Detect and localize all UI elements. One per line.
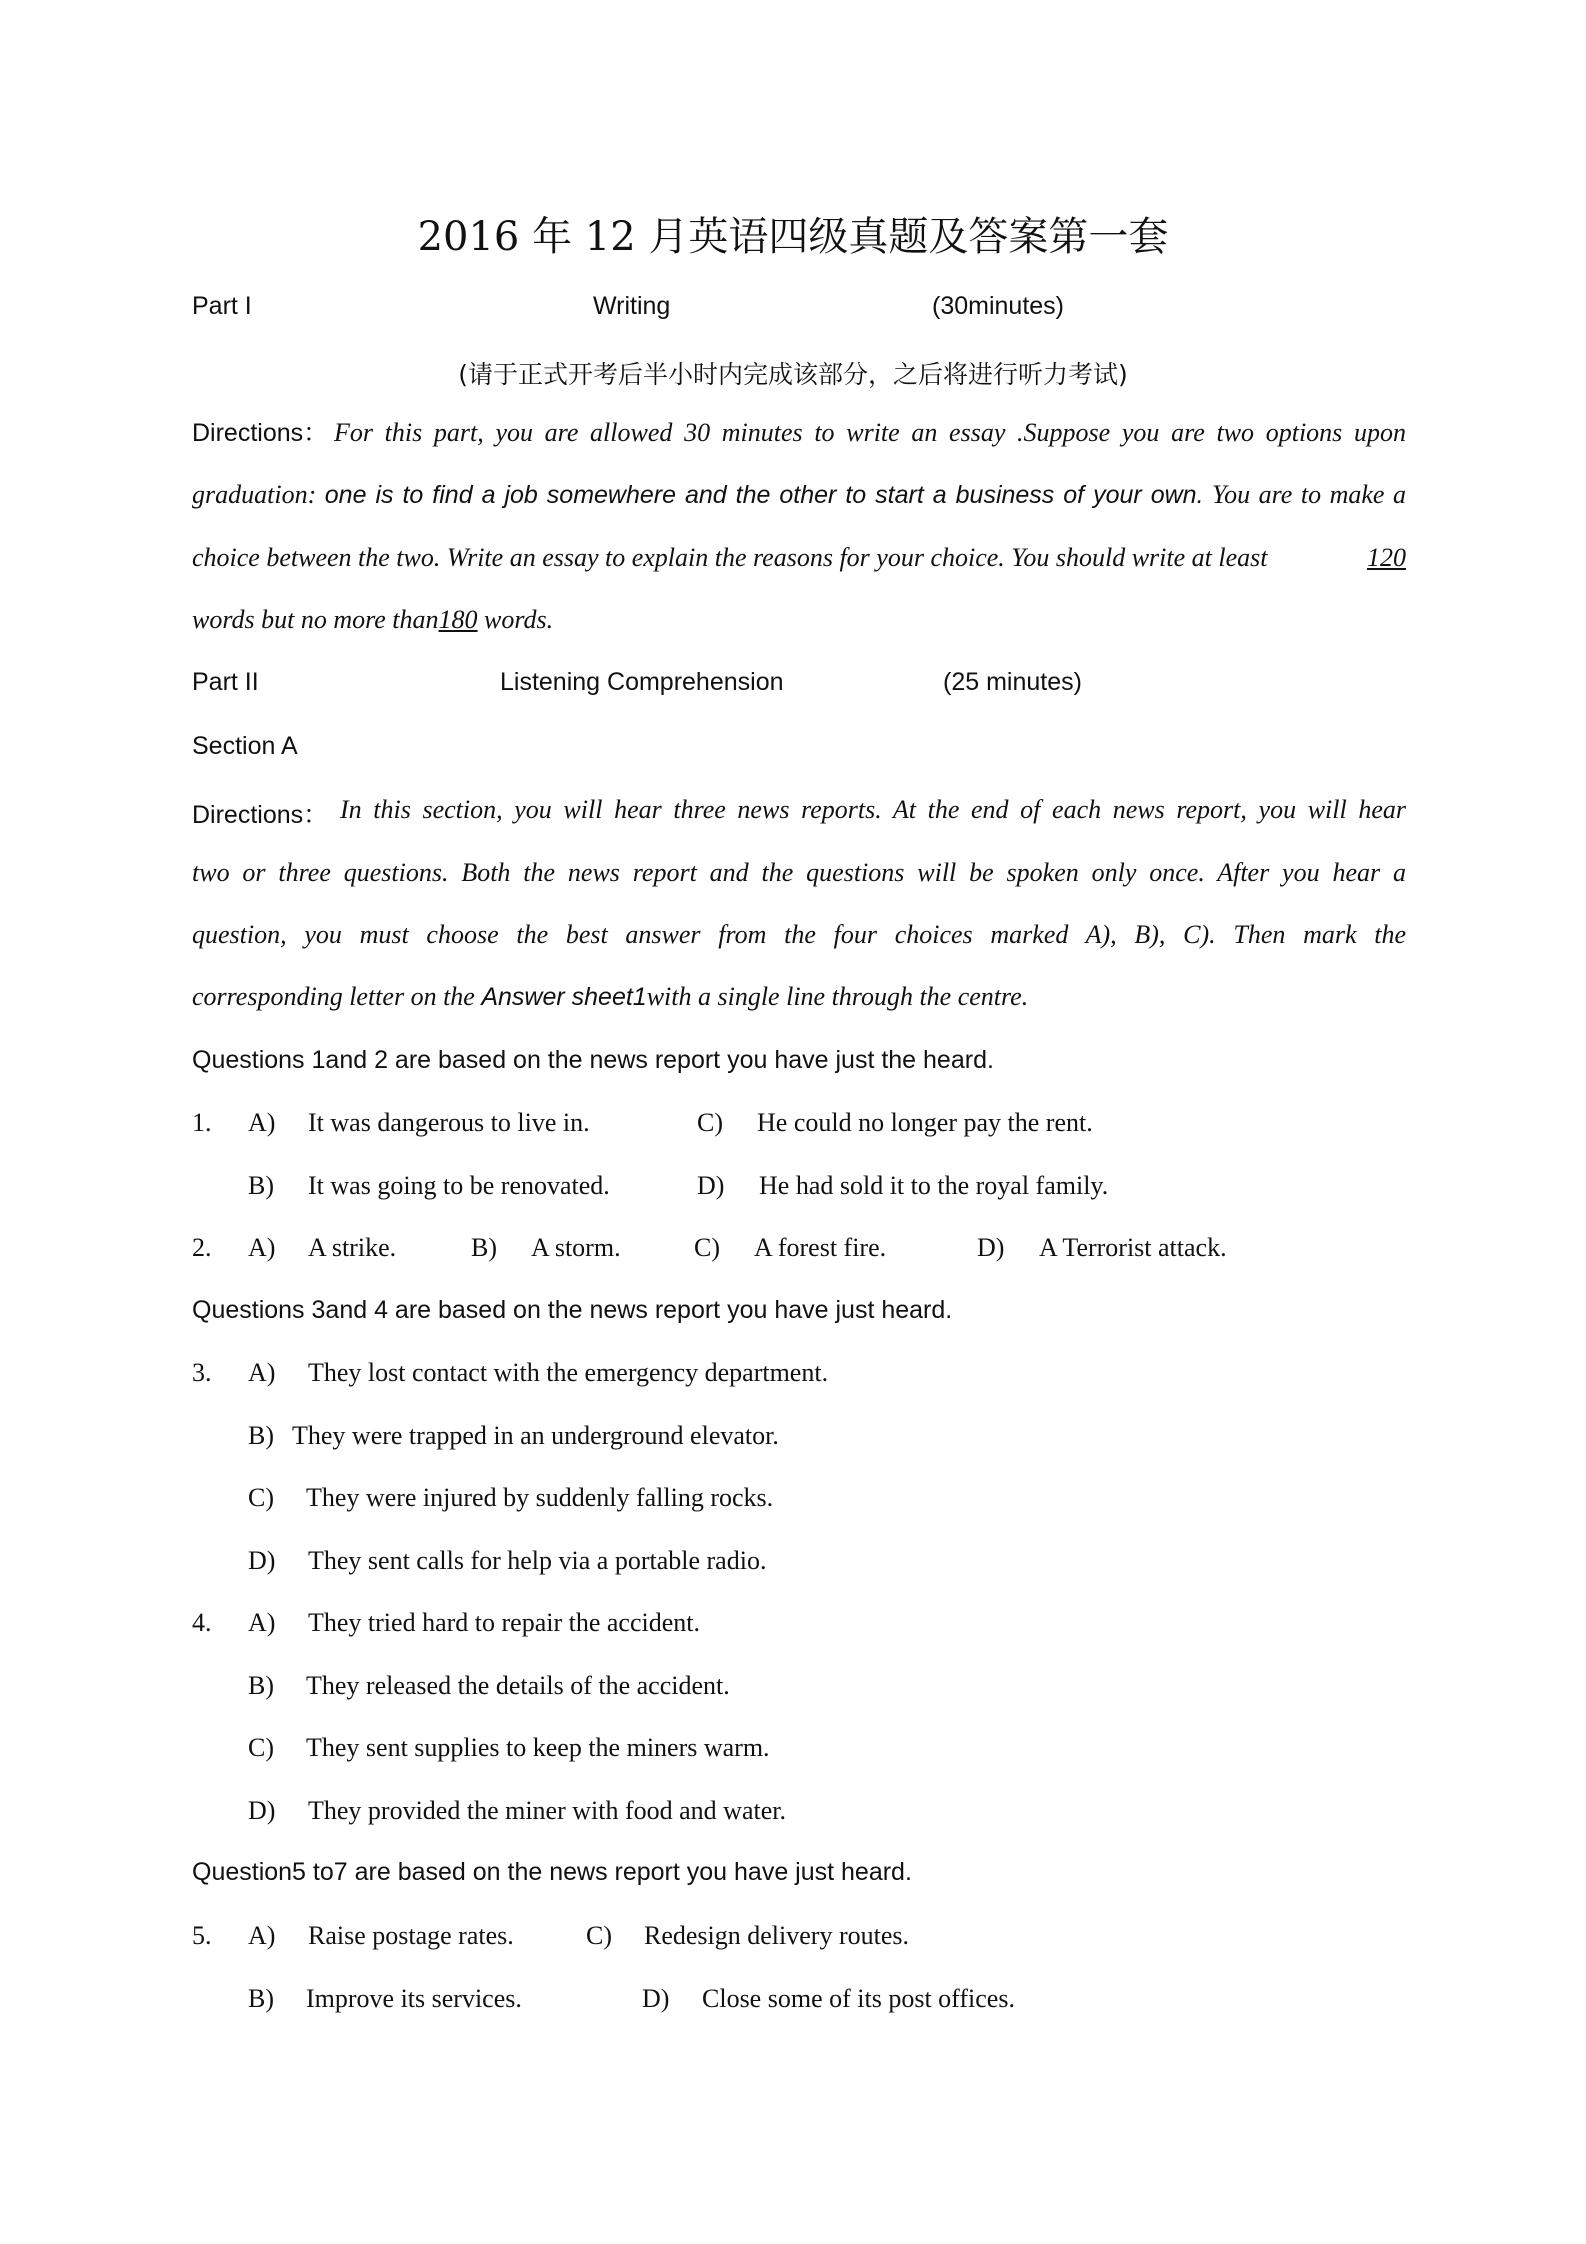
q5-option-d-text: Close some of its post offices. bbox=[702, 1984, 1015, 2013]
q3-option-a-text: They lost contact with the emergency department. bbox=[308, 1358, 829, 1387]
q5-number: 5. bbox=[192, 1921, 212, 1950]
q4-option-b-text: They released the details of the accident. bbox=[306, 1671, 730, 1700]
q3-option-b-letter: B) bbox=[248, 1421, 274, 1450]
graduation-text: graduation: bbox=[192, 480, 317, 509]
q1-option-c-letter: C) bbox=[697, 1108, 723, 1137]
max-words: 180 bbox=[438, 605, 478, 634]
line4-a: corresponding letter on the bbox=[192, 982, 475, 1011]
q3-number: 3. bbox=[192, 1358, 212, 1387]
part1-directions-line3 bbox=[192, 543, 1406, 573]
q2-option-d-text: A Terrorist attack. bbox=[1039, 1233, 1227, 1262]
page-title: 2016 年 12 月英语四级真题及答案第一套 bbox=[417, 214, 1169, 260]
q4-option-d-text: They provided the miner with food and water. bbox=[308, 1796, 786, 1825]
question-group-header: Questions 3and 4 are based on the news report you have just heard. bbox=[192, 1296, 953, 1324]
q5-option-b-text: Improve its services. bbox=[306, 1984, 522, 2013]
q1-option-d-text: He had sold it to the royal family. bbox=[759, 1171, 1109, 1200]
part1-directions-label bbox=[192, 418, 328, 448]
q5-option-d-letter: D) bbox=[642, 1984, 670, 2013]
part1-directions-line2 bbox=[192, 480, 1406, 510]
q3-option-a-letter: A) bbox=[248, 1358, 276, 1387]
part2-directions-line1: In this section, you will hear three news reports. At the end of each news report, you will hear bbox=[340, 795, 1406, 824]
part2-directions-label: Directions： bbox=[192, 801, 329, 829]
part1-note: (请于正式开考后半小时内完成该部分，之后将进行听力考试) bbox=[458, 360, 1128, 389]
q1-number: 1. bbox=[192, 1108, 212, 1137]
q1-option-a-text: It was dangerous to live in. bbox=[308, 1108, 590, 1137]
question-group-header: Question5 to7 are based on the news report you have just heard. bbox=[192, 1858, 912, 1886]
q2-option-b-text: A storm. bbox=[531, 1233, 621, 1262]
q5-option-c-text: Redesign delivery routes. bbox=[644, 1921, 909, 1950]
q2-option-d-letter: D) bbox=[977, 1233, 1005, 1262]
answer-sheet-text: Answer sheet1 bbox=[481, 983, 647, 1011]
part1-directions-line1: For this part, you are allowed 30 minutes to write an essay .Suppose you are two options upon bbox=[334, 418, 1406, 447]
part2-directions-line2: two or three questions. Both the news report and the questions will be spoken only once. After you hear a bbox=[192, 858, 1406, 887]
part2-directions-line4 bbox=[192, 982, 1028, 1012]
q3-option-c-letter: C) bbox=[248, 1483, 274, 1512]
q1-option-c-text: He could no longer pay the rent. bbox=[757, 1108, 1093, 1137]
line4-c: with a single line through the centre. bbox=[646, 982, 1029, 1011]
q3-option-d-text: They sent calls for help via a portable radio. bbox=[308, 1546, 767, 1575]
q3-option-b-text: They were trapped in an underground elevator. bbox=[292, 1421, 779, 1450]
part2-directions-line3: question, you must choose the best answer from the four choices marked A), B), C). Then mark the bbox=[192, 920, 1406, 949]
part1-label: Part I bbox=[192, 292, 252, 320]
q1-option-b-text: It was going to be renovated. bbox=[308, 1171, 610, 1200]
q1-option-a-letter: A) bbox=[248, 1108, 276, 1137]
q4-option-a-letter: A) bbox=[248, 1608, 276, 1637]
q2-option-a-letter: A) bbox=[248, 1233, 276, 1262]
q4-option-a-text: They tried hard to repair the accident. bbox=[308, 1608, 700, 1637]
q1-option-b-letter: B) bbox=[248, 1171, 274, 1200]
q2-option-a-text: A strike. bbox=[308, 1233, 397, 1262]
section-a-label: Section A bbox=[192, 732, 298, 760]
part1-directions-line4 bbox=[192, 605, 553, 635]
q3-option-d-letter: D) bbox=[248, 1546, 276, 1575]
q2-option-c-letter: C) bbox=[694, 1233, 720, 1262]
q5-option-a-letter: A) bbox=[248, 1921, 276, 1950]
line4-text: words but no more than bbox=[192, 605, 439, 634]
part1-time: (30minutes) bbox=[932, 292, 1064, 320]
line3-text: choice between the two. Write an essay to explain the reasons for your choice. You should write at least bbox=[192, 543, 1268, 572]
question-group-header: Questions 1and 2 are based on the news report you have just the heard. bbox=[192, 1046, 994, 1074]
q4-option-c-text: They sent supplies to keep the miners warm. bbox=[306, 1733, 770, 1762]
part2-time: (25 minutes) bbox=[943, 668, 1082, 696]
line4-end: words. bbox=[484, 605, 554, 634]
choice-text: You are to make a bbox=[1212, 480, 1406, 509]
min-words: 120 bbox=[1367, 543, 1406, 572]
options-text: one is to find a job somewhere and the other to start a business of your own. bbox=[324, 481, 1204, 509]
q2-number: 2. bbox=[192, 1233, 212, 1262]
q2-option-c-text: A forest fire. bbox=[754, 1233, 887, 1262]
q1-option-d-letter: D) bbox=[697, 1171, 725, 1200]
q5-option-b-letter: B) bbox=[248, 1984, 274, 2013]
q5-option-a-text: Raise postage rates. bbox=[308, 1921, 514, 1950]
part2-name: Listening Comprehension bbox=[500, 668, 784, 696]
q4-option-c-letter: C) bbox=[248, 1733, 274, 1762]
q5-option-c-letter: C) bbox=[586, 1921, 612, 1950]
part1-name: Writing bbox=[593, 292, 671, 320]
directions-label: Directions： bbox=[192, 419, 329, 447]
q4-number: 4. bbox=[192, 1608, 212, 1637]
q4-option-d-letter: D) bbox=[248, 1796, 276, 1825]
q4-option-b-letter: B) bbox=[248, 1671, 274, 1700]
q3-option-c-text: They were injured by suddenly falling rocks. bbox=[306, 1483, 774, 1512]
part2-label: Part II bbox=[192, 668, 259, 696]
q2-option-b-letter: B) bbox=[471, 1233, 497, 1262]
